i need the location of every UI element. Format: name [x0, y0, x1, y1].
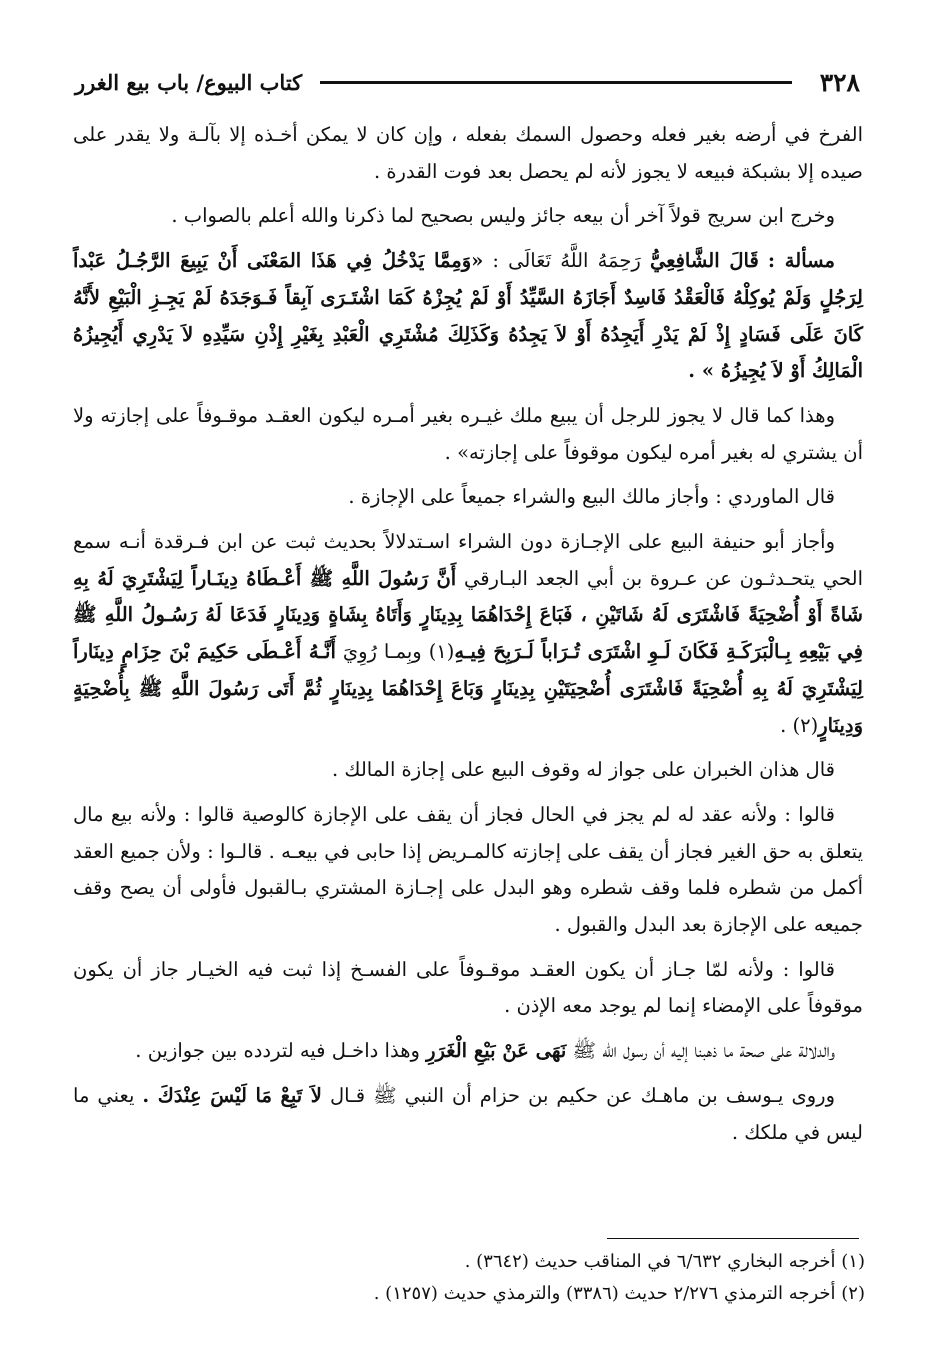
- paragraph: الفرخ في أرضه بغير فعله وحصول السمك بفعله ، وإن كان لا يمكن أخـذه إلا بآلـة ولا يقدر على صيده إلا بشبكة فبيعه لا يجوز لأنه لم يحصل بعد فوت القدرة .: [73, 123, 863, 183]
- imam-name: قَالَ الشَّافِعِيُّ: [649, 249, 759, 273]
- hadith-text: أَنَّـهُ أَعْـطَى حَكِيمَ بْنَ حِزَامٍ دِينَاراً لِيَشْتَرِيَ لَهُ بِهِ أُضْحِيَةً فَاشْتَرَى أُضْحِيَتَيْنِ بِدِينَارٍ وَبَاعَ إِحْدَاهُمَا بِدِينَارٍ ثُمَّ أَتَى رَسُولَ اللَّهِ ﷺ بِأُضْحِيَةٍ وَدِينَارٍ: [73, 640, 863, 737]
- period: .: [780, 713, 787, 737]
- footnote-ref: (٢): [792, 713, 819, 737]
- footnotes: [75, 1246, 865, 1310]
- footnote-ref: (١): [428, 640, 455, 664]
- dalala-rest: وهذا داخـل فيه لتردده بين جوازين .: [135, 1039, 420, 1063]
- connector-text: وبِمـا رُوِيَ: [342, 640, 422, 664]
- hadith-text: نَهَى عَنْ بَيْعِ الْغَرَرِ: [426, 1039, 567, 1063]
- dalala-paragraph: [73, 1033, 863, 1070]
- narration-text: وروى يـوسف بن ماهـك عن حكيم بن حزام أن النبي ﷺ قـال: [329, 1083, 835, 1107]
- main-text: [73, 117, 863, 1159]
- dalala-text: والدلالة على صحة ما ذهبنا إليه أن رسول الله ﷺ: [572, 1039, 835, 1063]
- footnote-rule: [607, 1238, 859, 1239]
- footnote: (٢) أخرجه الترمذي ٢/٢٧٦ حديث (٣٣٨٦) والترمذي حديث (١٢٥٧) .: [373, 1283, 865, 1304]
- paragraph: قال هذان الخبران على جواز له وقوف البيع على إجازة المالك .: [332, 758, 835, 782]
- hadith-text: أَنَّ رَسُولَ اللَّهِ ﷺ أَعْـطَاهُ دِينَـاراً لِيَشْتَرِيَ لَهُ بِهِ شَاةً أَوْ أُضْحِيَةً فَاشْتَرَى لَهُ شَاتَيْنِ ، فَبَاعَ إِحْدَاهُمَا بِدِينَارٍ وَأَتَاهُ بِشَاةٍ وَدِينَارٍ فَدَعَا لَهُ رَسُـولُ اللَّهِ ﷺ فِي بَيْعِهِ بِـالْبَرَكَـةِ فَكَانَ لَـوِ اشْتَرَى تُـرَاباً لَـرَبِحَ فِيـهِ: [73, 566, 863, 664]
- footnote: (١) أخرجه البخاري ٦/٦٣٢ في المناقب حديث (٣٦٤٢) .: [464, 1251, 865, 1272]
- intro-text: وأجاز أبو حنيفة البيع على الإجـازة دون الشراء اسـتدلالاً بحديث ثبت عن ابن فـرقدة أنـه سمع الحي يتحـدثـون عن عـروة بن أبي الجعد البـارقي: [73, 530, 863, 590]
- running-header: [75, 64, 860, 100]
- yusuf-paragraph: [73, 1078, 863, 1151]
- page-number: ٣٢٨: [819, 67, 860, 97]
- honorific: رَحِمَهُ اللَّهُ تَعَالَى :: [492, 249, 641, 273]
- header-rule: [320, 81, 792, 84]
- masala-paragraph: [73, 243, 863, 390]
- paragraph: قالوا : ولأنه لمّا جـاز أن يكون العقـد موقـوفاً على الفسـخ إذا ثبت فيه الخيـار جاز أن يكون موقوفاً على الإمضاء إنما لم يوجد معه الإذن .: [73, 957, 863, 1018]
- paragraph: وخرج ابن سريج قولاً آخر أن بيعه جائز وليس بصحيح لما ذكرنا والله أعلم بالصواب .: [171, 204, 835, 228]
- narration-rest: يعني ما ليس في ملكك .: [73, 1083, 863, 1144]
- hadith-text: لاَ تَبِعْ مَا لَيْسَ عِنْدَكَ .: [142, 1083, 322, 1107]
- paragraph: قالوا : ولأنه عقد له لم يجز في الحال فجاز أن يقف على الإجازة كالوصية قالوا : ولأنه بيع مال يتعلق به حق الغير فجاز أن يقف على إجازته كالمـريض إذا حابى في بيعـه . قالـوا : ولأن جميع العقد أكمل من شطره فلما وقف شطره وهو البدل على إجـازة المشتري بـالقبول فأولى أن يصح وقف جميعه على الإجازة بعد البدل والقبول .: [73, 802, 863, 937]
- chapter-title: كتاب البيوع/ باب بيع الغرر: [75, 69, 303, 95]
- abu-hanifa-paragraph: [73, 524, 863, 744]
- paragraph: قال الماوردي : وأجاز مالك البيع والشراء جميعاً على الإجازة .: [348, 485, 835, 509]
- paragraph: وهذا كما قال لا يجوز للرجل أن يبيع ملك غيـره بغير أمـره ليكون العقـد موقـوفاً على إجازته ولا أن يشتري له بغير أمره ليكون موقوفاً على إجازته» .: [73, 403, 863, 464]
- masala-label: مسألة :: [767, 249, 835, 273]
- shafii-quote: «وَمِمَّا يَدْخُلُ فِي هَذَا المَعْنَى أَنْ يَبِيعَ الرَّجُـلُ عَبْداً لِرَجُلٍ وَلَمْ يُوكِلْهُ فَالْعَقْدُ فَاسِدٌ أَجَازَهُ السَّيِّدُ أَوْ لَمْ يُجِزْهُ كَمَا اشْتَـرَى آبِقاً فَـوَجَدَهُ لَمْ يَجِـزِ الْبَيْعِ لأَنَّهُ كَانَ عَلَى فَسَادٍ إِذْ لَمْ يَدْرِ أَيَجِدُهُ أَوْ لاَ يَجِدُهُ وَكَذَلِكَ مُشْتَرِي الْعَبْدِ بِغَيْرِ إِذْنِ سَيِّدِهِ لاَ يَدْرِي أَيُجِيزُهُ الْمَالِكُ أَوْ لاَ يُجِيزُهُ » .: [73, 249, 863, 383]
